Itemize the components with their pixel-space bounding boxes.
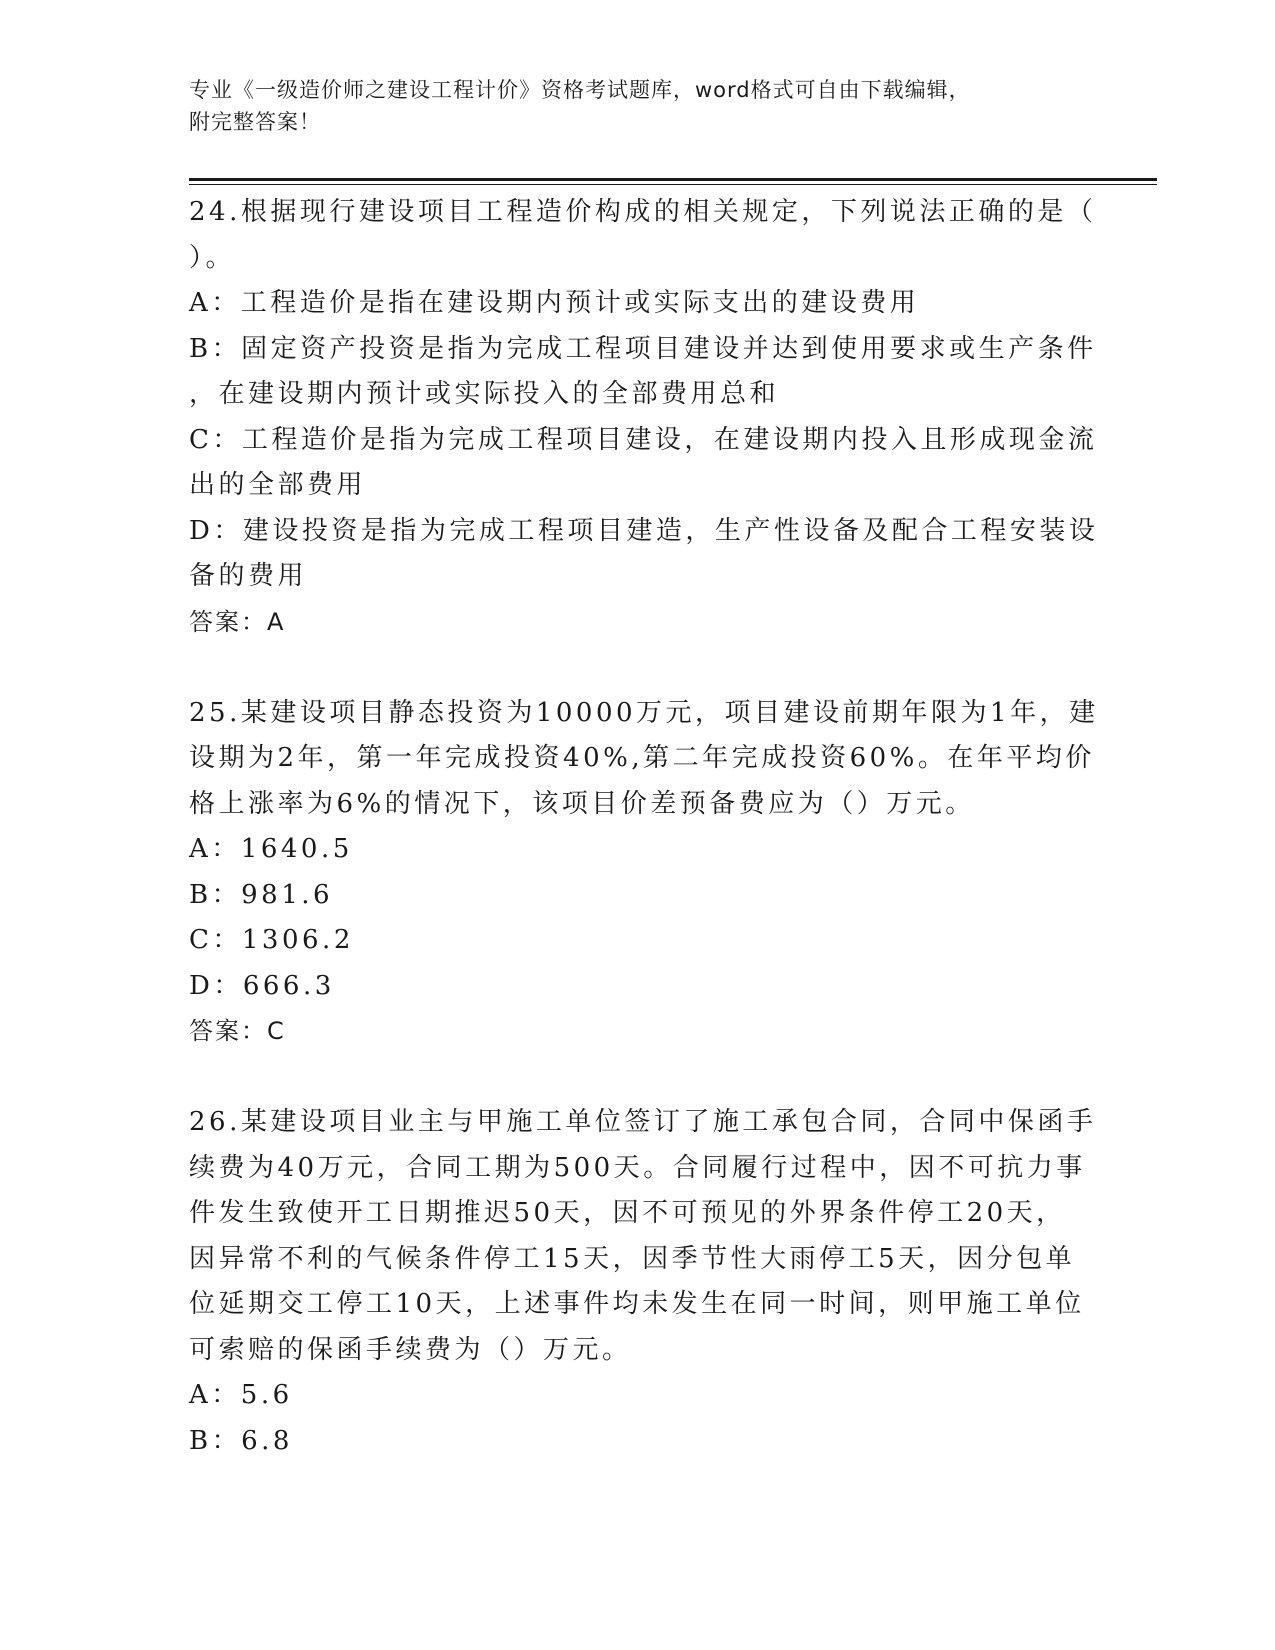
question-stem-line: 25.某建设项目静态投资为10000万元，项目建设前期年限为1年，建 <box>189 697 1099 728</box>
option-c-continued: 出的全部费用 <box>189 470 367 500</box>
answer-label: 答案：A <box>189 607 286 636</box>
question-stem-line: 格上涨率为6%的情况下，该项目价差预备费应为（）万元。 <box>189 788 975 819</box>
option-c: C：工程造价是指为完成工程项目建设，在建设期内投入且形成现金流 <box>189 424 1098 455</box>
question-list <box>189 190 1099 1464</box>
question-26 <box>189 1100 1097 1464</box>
option-d: D：666.3 <box>189 970 335 1001</box>
document-header <box>189 74 1089 138</box>
option-a: A：5.6 <box>189 1380 293 1410</box>
question-24 <box>189 190 1099 645</box>
option-b-continued: ，在建设期内预计或实际投入的全部费用总和 <box>189 379 780 409</box>
header-line-2: 附完整答案！ <box>189 110 321 134</box>
question-stem-line: 可索赔的保函手续费为（）万元。 <box>189 1334 632 1365</box>
question-stem-line: 26.某建设项目业主与甲施工单位签订了施工承包合同，合同中保函手 <box>189 1107 1097 1137</box>
question-stem-line: ）。 <box>189 242 236 273</box>
option-a: A：1640.5 <box>189 834 353 864</box>
option-b: B：981.6 <box>189 879 334 910</box>
question-spacer <box>189 1055 1079 1101</box>
option-c: C：1306.2 <box>189 925 354 955</box>
question-stem-line: 因异常不利的气候条件停工15天，因季节性大雨停工5天，因分包单 <box>189 1243 1076 1274</box>
option-b: B：6.8 <box>189 1425 293 1456</box>
answer-label: 答案：C <box>189 1017 286 1045</box>
header-rule-thin <box>189 184 1157 185</box>
option-b: B：固定资产投资是指为完成工程项目建设并达到使用要求或生产条件 <box>189 333 1097 364</box>
option-d: D：建设投资是指为完成工程项目建造，生产性设备及配合工程安装设 <box>189 515 1099 546</box>
option-a: A：工程造价是指在建设期内预计或实际支出的建设费用 <box>189 288 920 318</box>
question-stem-line: 24.根据现行建设项目工程造价构成的相关规定，下列说法正确的是（ <box>189 197 1097 227</box>
option-d-continued: 备的费用 <box>189 561 308 591</box>
question-stem-line: 设期为2年，第一年完成投资40%,第二年完成投资60%。在年平均价 <box>189 743 1095 773</box>
question-stem-line: 件发生致使开工日期推迟50天，因不可预见的外界条件停工20天， <box>189 1198 1066 1228</box>
question-stem-line: 位延期交工停工10天，上述事件均未发生在同一时间，则甲施工单位 <box>189 1289 1085 1319</box>
header-rule-thick <box>189 178 1157 181</box>
header-line-1: 专业《一级造价师之建设工程计价》资格考试题库，word格式可自由下载编辑， <box>189 78 971 102</box>
question-25 <box>189 691 1099 1055</box>
question-stem-line: 续费为40万元，合同工期为500天。合同履行过程中，因不可抗力事 <box>189 1152 1086 1183</box>
question-spacer <box>189 645 1079 691</box>
